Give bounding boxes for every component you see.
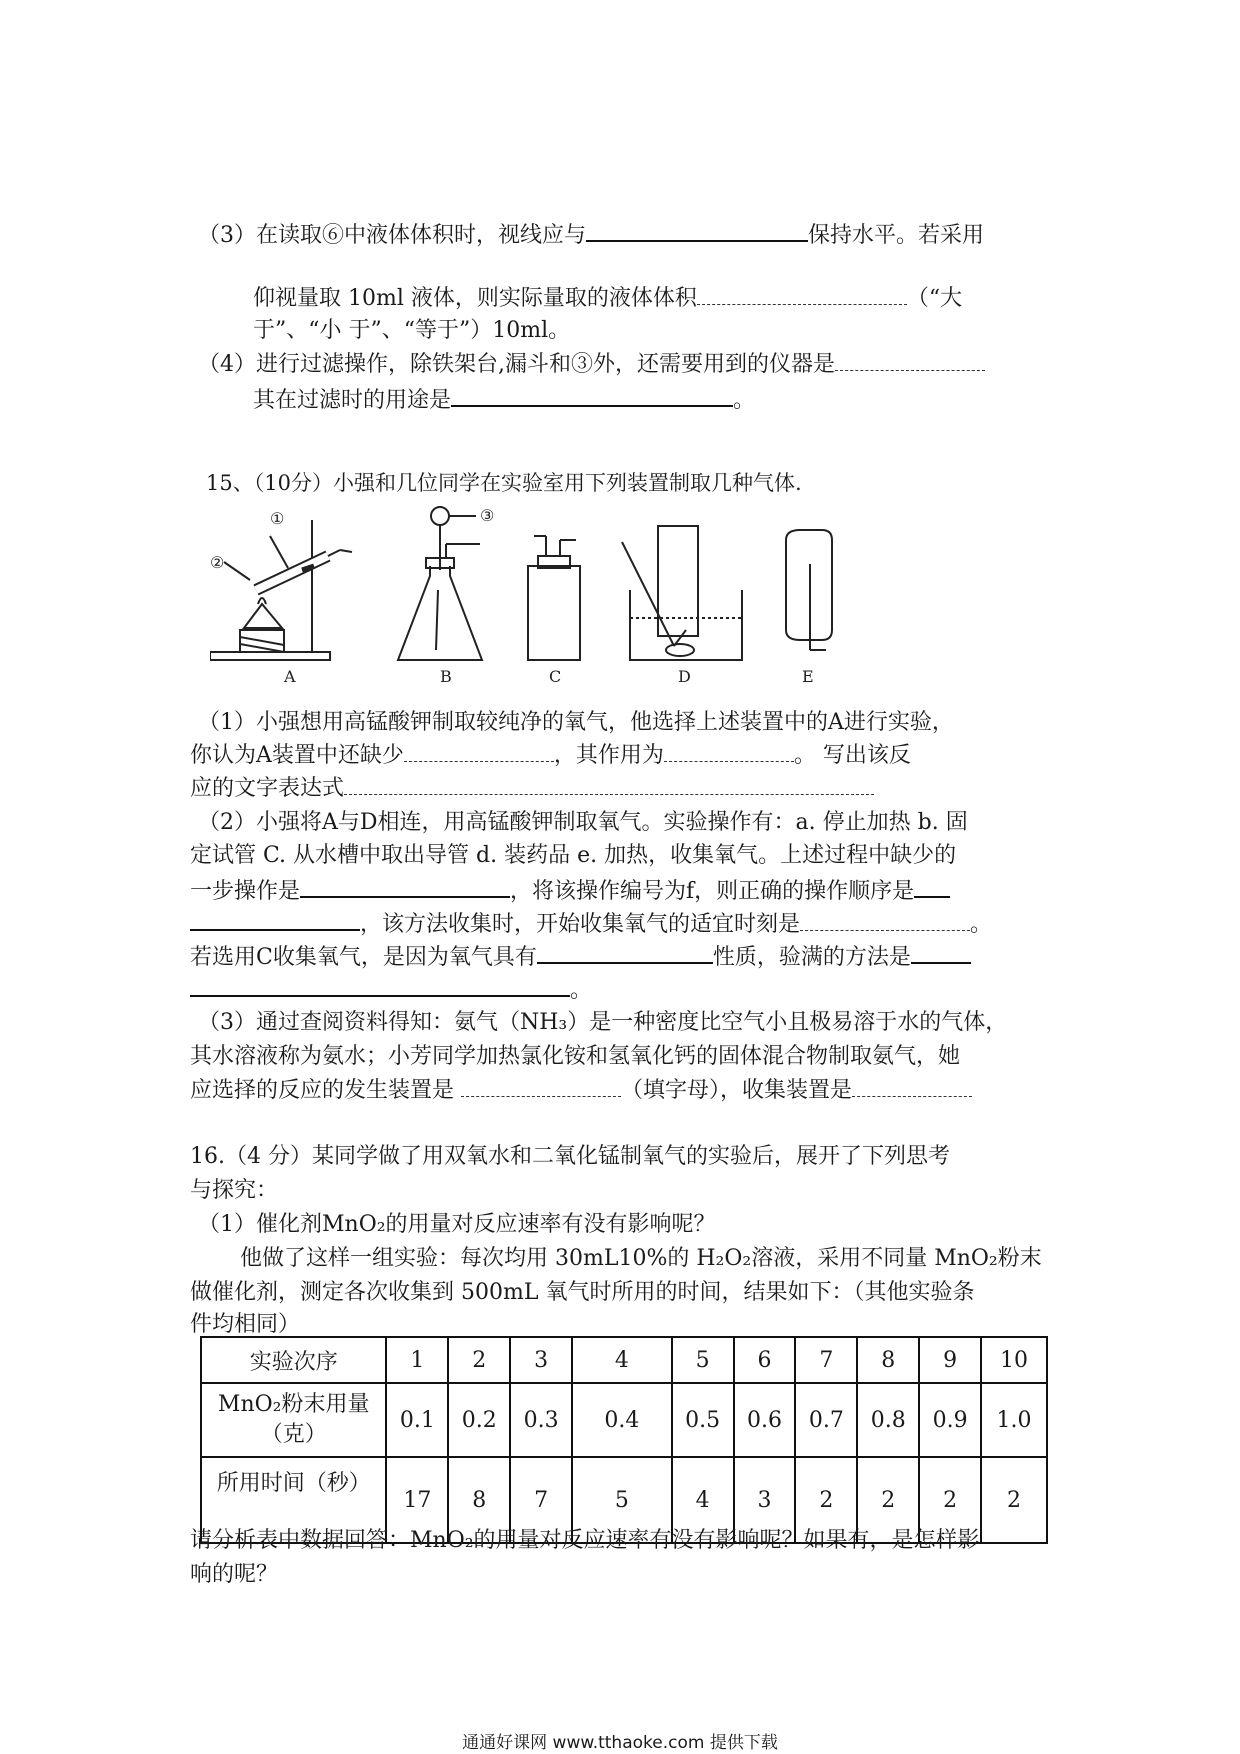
text: （“大: [906, 286, 963, 311]
table-cell: 0.4: [572, 1383, 672, 1457]
table-cell: 4: [672, 1457, 734, 1543]
table-header-amount: [201, 1383, 386, 1457]
table-cell: 0.1: [386, 1383, 448, 1457]
table-cell: 3: [510, 1337, 572, 1383]
text: （3）在读取⑥中液体体积时，视线应与: [198, 223, 586, 248]
label-c: C: [549, 667, 562, 685]
q15-part3-line1: [198, 1008, 1007, 1038]
text: 16.（4 分）某同学做了用双氧水和二氧化锰制氧气的实验后，展开了下列思考: [190, 1144, 950, 1169]
q16-part1: [198, 1210, 716, 1240]
text: 与探究：: [190, 1178, 279, 1203]
table-cell: 5: [572, 1457, 672, 1543]
table-cell: 8: [857, 1337, 919, 1383]
header-line: （克）: [260, 1422, 327, 1447]
text: 他做了这样一组实验：每次均用 30mL10%的 H₂O₂溶液，采用不同量 MnO₂粉末: [240, 1246, 1042, 1271]
apparatus-a: [210, 520, 352, 660]
q14-part4-line1: [198, 350, 985, 380]
apparatus-d: [622, 526, 742, 660]
table-cell: 3: [734, 1457, 796, 1543]
answer-blank[interactable]: [451, 383, 733, 407]
q15-part1-line2: [190, 741, 911, 771]
answer-blank[interactable]: [664, 741, 794, 762]
table-row-amount: [201, 1383, 1047, 1457]
q15-title: [206, 468, 802, 498]
q15-part2-line1: [198, 808, 968, 838]
text: 。 写出该反: [793, 743, 911, 768]
text: 请分析表中数据回答：MnO₂的用量对反应速率有没有影响呢？如果有，是怎样影: [190, 1528, 980, 1553]
text: 其水溶液称为氨水；小芳同学加热氯化铵和氢氧化钙的固体混合物制取氨气，她: [190, 1044, 961, 1069]
table-cell: 7: [795, 1337, 857, 1383]
answer-blank[interactable]: [852, 1076, 972, 1097]
text: 性质，验满的方法是: [712, 945, 911, 970]
answer-blank[interactable]: [461, 1076, 621, 1097]
label-e: E: [802, 667, 814, 685]
q15-part1-line3: [190, 774, 874, 804]
text: 。: [733, 388, 756, 413]
q15-part2-line4: [190, 907, 992, 940]
table-cell: 2: [981, 1457, 1047, 1543]
apparatus-figure: [210, 500, 940, 685]
table-cell: 2: [448, 1337, 510, 1383]
table-cell: 0.9: [919, 1383, 981, 1457]
text: （填字母），收集装置是: [621, 1078, 853, 1103]
answer-blank[interactable]: [914, 874, 950, 898]
text: 你认为A装置中还缺少: [190, 743, 404, 768]
text: 定试管 C. 从水槽中取出导管 d. 装药品 e. 加热，收集氧气。上述过程中缺少的: [190, 843, 957, 868]
q15-part2-line5: [190, 940, 971, 973]
experiment-table: [200, 1336, 1048, 1544]
table-cell: 5: [672, 1337, 734, 1383]
table-cell: 0.6: [734, 1383, 796, 1457]
table-cell: 0.5: [672, 1383, 734, 1457]
label-b: B: [440, 667, 452, 685]
table-header-time: 所用时间（秒）: [201, 1457, 386, 1543]
text: 件均相同）: [190, 1312, 301, 1337]
q15-part3-line2: [190, 1042, 960, 1072]
table-cell: 1.0: [981, 1383, 1047, 1457]
table-cell: 4: [572, 1337, 672, 1383]
text: 。: [970, 912, 993, 937]
text: （1）小强想用高锰酸钾制取较纯净的氧气，他选择上述装置中的A进行实验，: [198, 710, 954, 735]
label-d: D: [678, 667, 691, 685]
answer-blank[interactable]: [344, 774, 874, 795]
text: 其在过滤时的用途是: [253, 388, 452, 413]
q15-part2-line3: [190, 874, 950, 907]
table-cell: 9: [919, 1337, 981, 1383]
answer-blank[interactable]: [404, 741, 554, 762]
table-header-trial: 实验次序: [201, 1337, 386, 1383]
table-cell: 8: [448, 1457, 510, 1543]
text: 若选用C收集氧气，是因为氧气具有: [190, 945, 537, 970]
q15-part2-line2: [190, 841, 956, 871]
callout-1: ①: [270, 509, 285, 528]
apparatus-e: [786, 530, 832, 650]
answer-blank[interactable]: [835, 350, 985, 371]
table-cell: 10: [981, 1337, 1047, 1383]
text: （3）通过查阅资料得知：氨气（NH₃）是一种密度比空气小且极易溶于水的气体，: [198, 1010, 1008, 1035]
text: 15、（10分）小强和几位同学在实验室用下列装置制取几种气体.: [206, 471, 802, 495]
table-cell: 0.2: [448, 1383, 510, 1457]
q16-question-line1: [190, 1526, 980, 1556]
label-a: A: [284, 667, 296, 685]
table-row-trial: [201, 1337, 1047, 1383]
answer-blank[interactable]: [300, 874, 510, 898]
header-line: MnO₂粉末用量: [217, 1392, 370, 1417]
answer-blank[interactable]: [800, 910, 970, 931]
answer-blank[interactable]: [911, 940, 971, 964]
text: 仰视量取 10ml 液体，则实际量取的液体体积: [253, 286, 697, 311]
table-cell: 2: [919, 1457, 981, 1543]
text: 保持水平。若采用: [808, 223, 985, 248]
answer-blank[interactable]: [697, 284, 907, 305]
answer-blank[interactable]: [190, 973, 570, 997]
table-cell: 7: [510, 1457, 572, 1543]
table-cell: 0.7: [795, 1383, 857, 1457]
q16-intro-line1: [190, 1142, 950, 1172]
table-cell: 17: [386, 1457, 448, 1543]
table-cell: 0.3: [510, 1383, 572, 1457]
q14-part3-line1: [198, 218, 984, 251]
text: （4）进行过滤操作，除铁架台,漏斗和③外，还需要用到的仪器是: [198, 352, 835, 377]
text: 于”、“小 于”、“等于”）10ml。: [253, 318, 571, 343]
q14-part3-line3: [253, 316, 570, 346]
text: 。: [570, 978, 593, 1003]
q14-part4-line2: [253, 383, 755, 416]
table-cell: 1: [386, 1337, 448, 1383]
text: 做催化剂，测定各次收集到 500mL 氧气时所用的时间，结果如下：（其他实验条: [190, 1280, 975, 1305]
answer-blank[interactable]: [586, 218, 808, 242]
answer-blank[interactable]: [190, 907, 360, 931]
text: 一步操作是: [190, 879, 301, 904]
q15-part2-line6: [190, 973, 592, 1006]
text: ，将该操作编号为f，则正确的操作顺序是: [510, 879, 915, 904]
table-cell: 2: [795, 1457, 857, 1543]
q16-intro-line2: [190, 1176, 278, 1206]
table-cell: 6: [734, 1337, 796, 1383]
q14-part3-line2: [253, 284, 962, 314]
text: 应的文字表达式: [190, 776, 345, 801]
text: （2）小强将A与D相连，用高锰酸钾制取氧气。实验操作有：a. 停止加热 b. 固: [198, 810, 968, 835]
q16-question-line2: [190, 1560, 278, 1590]
q16-desc-line2: [190, 1278, 974, 1308]
text: ，其作用为: [553, 743, 664, 768]
q15-part1-line1: [198, 708, 954, 738]
table-cell: 0.8: [857, 1383, 919, 1457]
text: 响的呢？: [190, 1562, 279, 1587]
text: 应选择的反应的发生装置是: [190, 1078, 455, 1103]
callout-3: ③: [480, 506, 495, 525]
q16-desc-line1: [240, 1244, 1042, 1274]
apparatus-c: [528, 536, 580, 660]
text: （1）催化剂MnO₂的用量对反应速率有没有影响呢？: [198, 1212, 716, 1237]
apparatus-b: [398, 507, 482, 660]
callout-2: ②: [210, 553, 225, 572]
text: ，该方法收集时，开始收集氧气的适宜时刻是: [360, 912, 801, 937]
answer-blank[interactable]: [537, 940, 713, 964]
page-footer[interactable]: 通通好课网 www.tthaoke.com 提供下载: [462, 1733, 778, 1753]
table-cell: 2: [857, 1457, 919, 1543]
q15-part3-line3: [190, 1076, 972, 1106]
